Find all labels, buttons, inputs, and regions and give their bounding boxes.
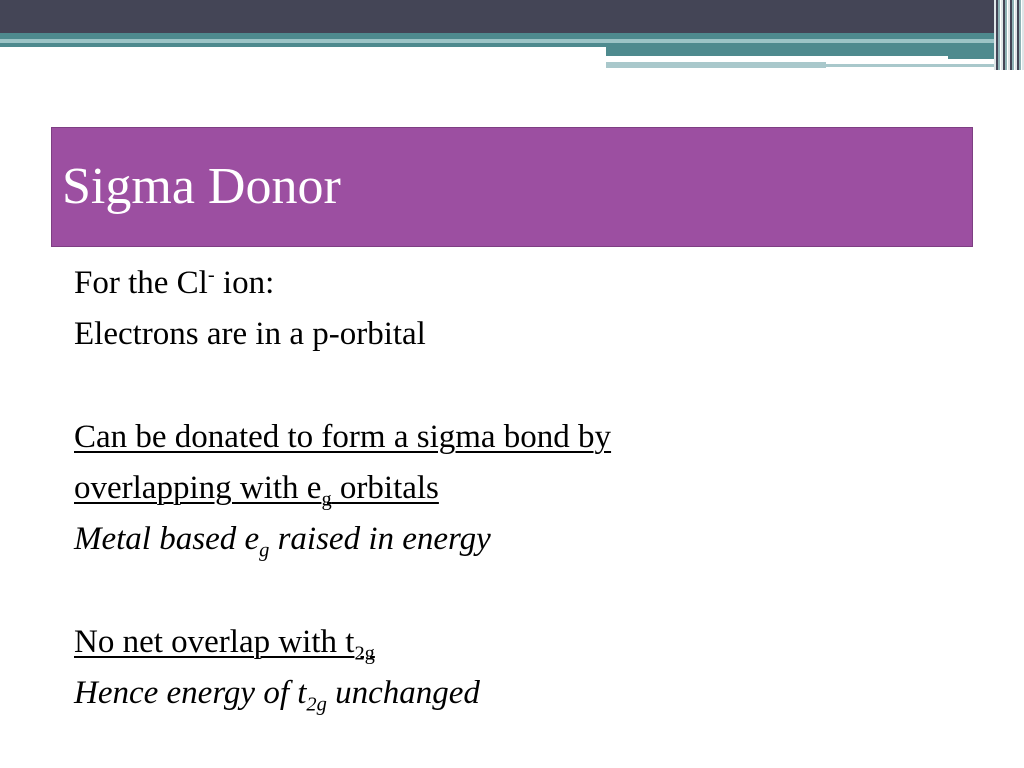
ion-text: For the Cl — [74, 265, 208, 301]
body-line-eg-raised — [74, 514, 974, 565]
header-dark-band — [0, 0, 1024, 33]
t2g-text: Hence energy of t — [74, 675, 307, 711]
eg-raised-text: Metal based e — [74, 521, 260, 557]
charge-superscript: - — [207, 264, 215, 286]
eg-subscript-italic: g — [259, 539, 270, 562]
no-overlap-text: No net overlap with t — [74, 624, 355, 660]
header-vertical-stripes — [994, 0, 1024, 70]
body-line-ion — [74, 258, 974, 309]
t2g-subscript: 2g — [354, 642, 375, 665]
slide-title: Sigma Donor — [62, 158, 341, 215]
body-line-t2g-unchanged — [74, 668, 974, 719]
header-white-rule — [606, 56, 948, 59]
eg-subscript: g — [321, 488, 332, 511]
body-line-no-overlap — [74, 617, 974, 668]
body-line-donation: Can be donated to form a sigma bond by — [74, 419, 612, 455]
ion-text-end: ion: — [214, 265, 275, 301]
t2g-subscript-italic: 2g — [306, 693, 327, 716]
overlap-eg-text-end: orbitals — [331, 470, 439, 506]
overlap-eg-text: overlapping with e — [74, 470, 322, 506]
header-teal-highlight — [0, 39, 1024, 43]
slide-body — [74, 258, 974, 719]
body-line-electrons: Electrons are in a p-orbital — [74, 316, 426, 352]
header-light-rule — [606, 62, 826, 68]
header-thin-rule — [826, 64, 1004, 67]
paragraph-spacer — [74, 565, 974, 617]
eg-raised-text-end: raised in energy — [269, 521, 491, 557]
title-bar — [51, 127, 973, 247]
body-line-overlap-eg — [74, 463, 974, 514]
t2g-text-end: unchanged — [326, 675, 480, 711]
paragraph-spacer — [74, 360, 974, 412]
